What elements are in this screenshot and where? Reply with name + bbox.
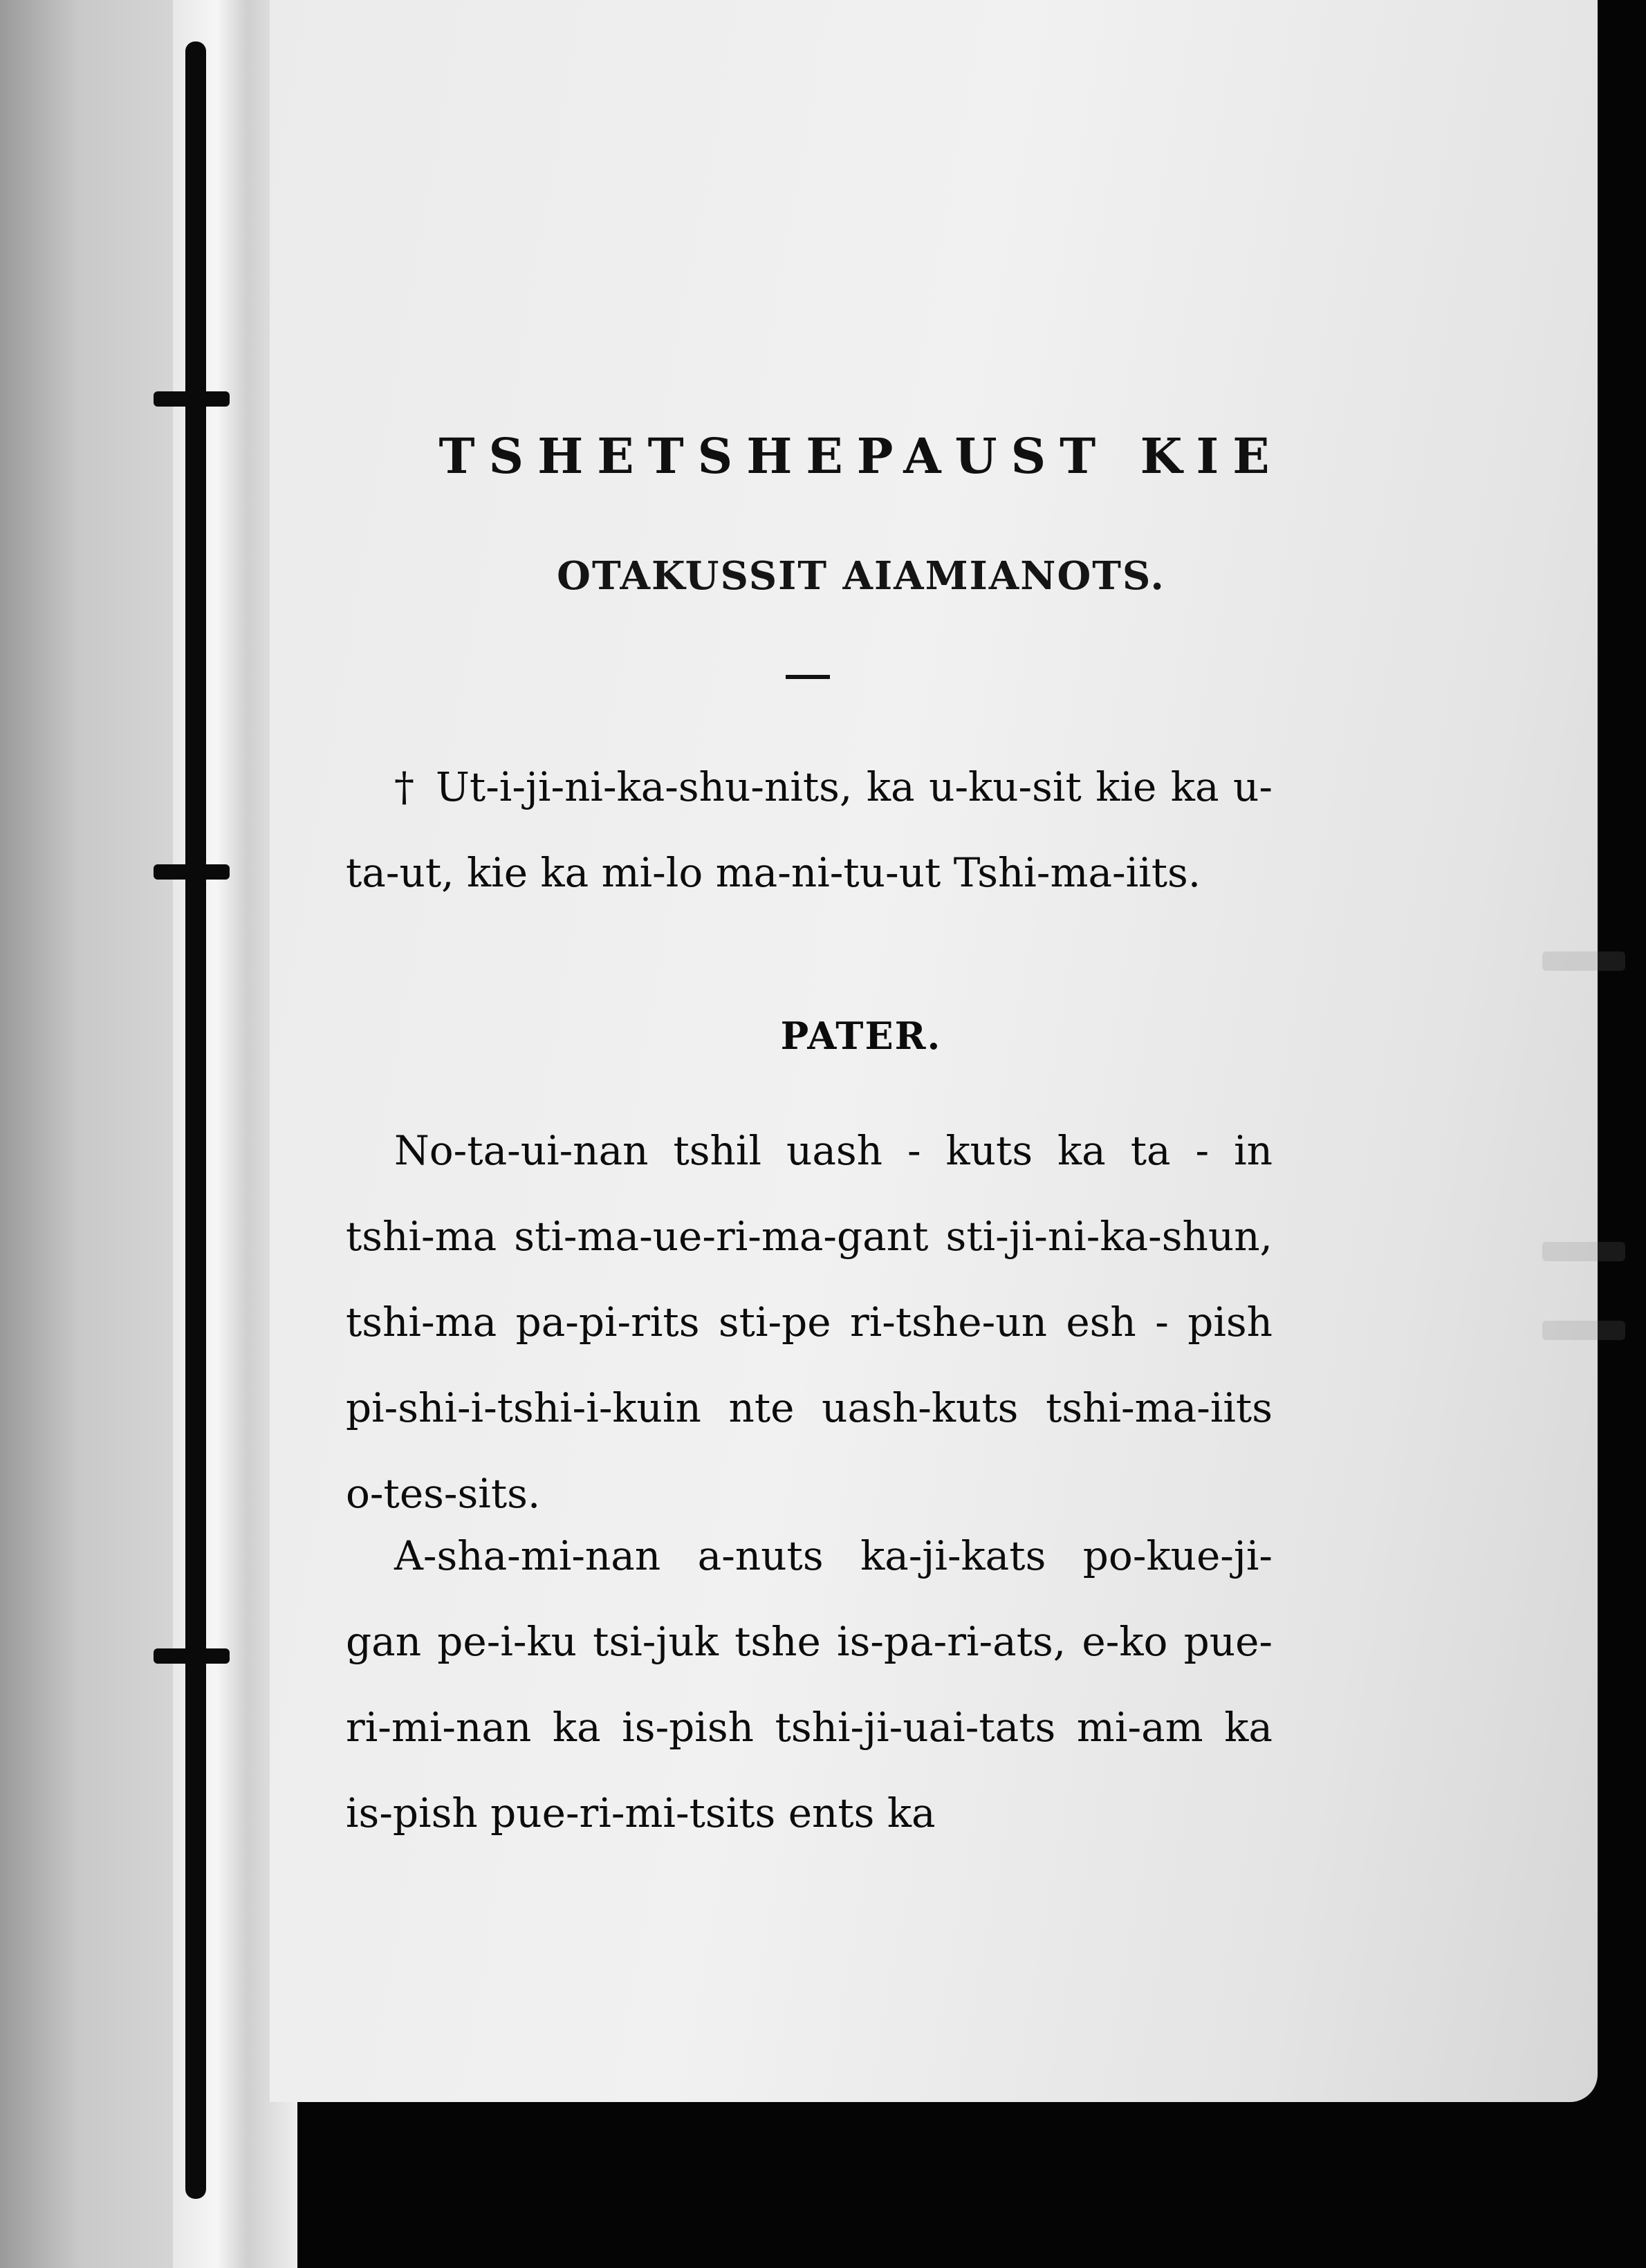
page-subtitle: OTAKUSSIT AIAMIANOTS.: [557, 553, 1165, 599]
page-title: TSHETSHEPAUST KIE: [438, 427, 1284, 485]
binding-stitch: [154, 1648, 230, 1664]
binding-seam: [185, 41, 206, 2199]
intro-paragraph: [346, 744, 1273, 915]
bleed-through-mark: [1542, 1242, 1625, 1261]
facing-page: [0, 0, 201, 2268]
body-paragraph: No-ta-ui-nan tshil uash - kuts ka ta - in tshi-ma sti-ma-ue-ri-ma-gant sti-ji-ni-ka-shun, tshi-ma pa-pi-rits sti-pe ri-tshe-un esh - pish pi-shi-i-tshi-i-kuin nte uash-kuts tshi-ma-iits o-tes-sits.: [346, 1127, 1273, 1517]
binding-stitch: [154, 864, 230, 880]
body-paragraph: A-sha-mi-nan a-nuts ka-ji-kats po-kue-ji-gan pe-i-ku tsi-juk tshe is-pa-ri-ats, e-ko pue-ri-mi-nan ka is-pish tshi-ji-uai-tats mi-am ka is-pish pue-ri-mi-tsits ents ka: [346, 1532, 1273, 1837]
binding-stitch: [154, 391, 230, 407]
bleed-through-mark: [1542, 1321, 1625, 1340]
dagger-mark: †: [394, 763, 414, 810]
bleed-through-mark: [1542, 951, 1625, 971]
intro-text: Ut-i-ji-ni-ka-shu-nits, ka u-ku-sit kie ka u-ta-ut, kie ka mi-lo ma-ni-tu-ut Tshi-ma-iits.: [346, 763, 1273, 896]
section-heading: PATER.: [780, 1014, 942, 1058]
title-rule: [786, 675, 830, 679]
